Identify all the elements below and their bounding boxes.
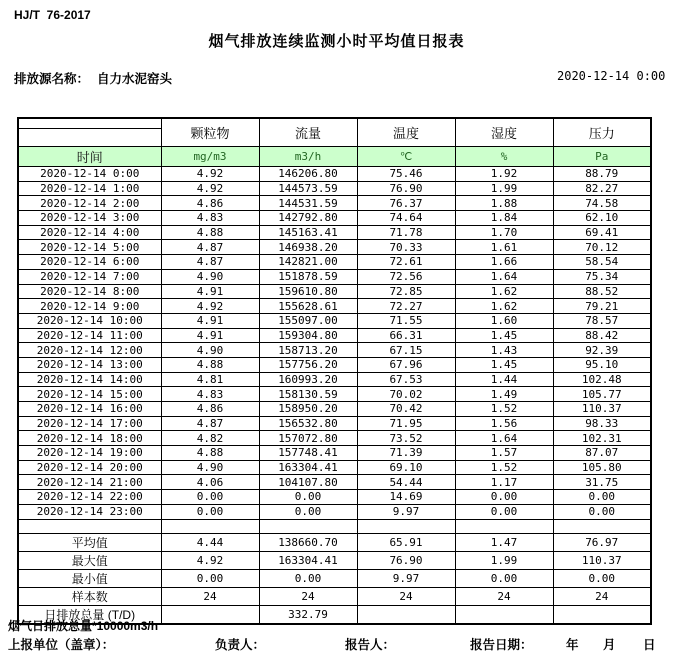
value-cell: 0.00	[161, 490, 259, 505]
value-cell: 70.42	[357, 402, 455, 417]
time-cell: 2020-12-14 17:00	[18, 416, 161, 431]
summary-value-cell	[357, 606, 455, 625]
value-cell: 4.90	[161, 343, 259, 358]
value-cell: 71.78	[357, 225, 455, 240]
table-header	[18, 118, 651, 167]
summary-value-cell	[161, 606, 259, 625]
value-cell: 70.12	[553, 240, 651, 255]
time-cell: 2020-12-14 13:00	[18, 357, 161, 372]
value-cell: 72.27	[357, 299, 455, 314]
value-cell: 160993.20	[259, 372, 357, 387]
value-cell: 88.42	[553, 328, 651, 343]
empty-cell	[18, 519, 161, 534]
summary-value-cell: 1.99	[455, 552, 553, 570]
empty-cell	[553, 519, 651, 534]
value-cell: 157748.41	[259, 446, 357, 461]
summary-label-cell: 平均值	[18, 534, 161, 552]
summary-value-cell: 76.90	[357, 552, 455, 570]
time-cell: 2020-12-14 3:00	[18, 211, 161, 226]
value-cell: 1.66	[455, 255, 553, 270]
value-cell: 158950.20	[259, 402, 357, 417]
time-cell: 2020-12-14 20:00	[18, 460, 161, 475]
summary-label-cell: 最小值	[18, 570, 161, 588]
value-cell: 4.87	[161, 240, 259, 255]
time-cell: 2020-12-14 7:00	[18, 269, 161, 284]
year-label: 年	[566, 638, 579, 652]
time-cell: 2020-12-14 22:00	[18, 490, 161, 505]
value-cell: 4.92	[161, 299, 259, 314]
time-cell: 2020-12-14 21:00	[18, 475, 161, 490]
value-cell: 4.86	[161, 402, 259, 417]
summary-value-cell: 65.91	[357, 534, 455, 552]
table-row	[18, 269, 651, 284]
value-cell: 62.10	[553, 211, 651, 226]
value-cell: 1.99	[455, 181, 553, 196]
time-column-header: 时间	[18, 147, 161, 167]
value-cell: 0.00	[161, 504, 259, 519]
value-cell: 0.00	[455, 504, 553, 519]
summary-value-cell: 163304.41	[259, 552, 357, 570]
summary-value-cell: 138660.70	[259, 534, 357, 552]
value-cell: 73.52	[357, 431, 455, 446]
value-cell: 72.56	[357, 269, 455, 284]
value-cell: 159304.80	[259, 328, 357, 343]
table-row	[18, 416, 651, 431]
value-cell: 1.44	[455, 372, 553, 387]
table-row	[18, 357, 651, 372]
summary-value-cell	[455, 606, 553, 625]
summary-value-cell: 76.97	[553, 534, 651, 552]
report-table	[17, 117, 652, 625]
value-cell: 1.64	[455, 431, 553, 446]
time-cell: 2020-12-14 6:00	[18, 255, 161, 270]
table-row	[18, 181, 651, 196]
table-row	[18, 402, 651, 417]
units-row	[18, 147, 651, 167]
summary-label-cell: 最大值	[18, 552, 161, 570]
value-cell: 1.17	[455, 475, 553, 490]
time-cell: 2020-12-14 23:00	[18, 504, 161, 519]
summary-value-cell: 0.00	[455, 570, 553, 588]
table-row	[18, 343, 651, 358]
column-header-pressure: 压力	[553, 118, 651, 147]
report-date-label: 报告日期：	[470, 638, 533, 652]
value-cell: 76.90	[357, 181, 455, 196]
summary-row	[18, 552, 651, 570]
unit-humidity: %	[455, 147, 553, 167]
value-cell: 158713.20	[259, 343, 357, 358]
value-cell: 155097.00	[259, 313, 357, 328]
time-cell: 2020-12-14 19:00	[18, 446, 161, 461]
value-cell: 0.00	[455, 490, 553, 505]
value-cell: 70.02	[357, 387, 455, 402]
time-cell: 2020-12-14 12:00	[18, 343, 161, 358]
summary-value-cell: 332.79	[259, 606, 357, 625]
value-cell: 146206.80	[259, 167, 357, 182]
summary-value-cell: 4.44	[161, 534, 259, 552]
value-cell: 67.53	[357, 372, 455, 387]
value-cell: 58.54	[553, 255, 651, 270]
value-cell: 1.61	[455, 240, 553, 255]
table-row	[18, 431, 651, 446]
table-row	[18, 240, 651, 255]
time-cell: 2020-12-14 8:00	[18, 284, 161, 299]
value-cell: 98.33	[553, 416, 651, 431]
column-header-humidity: 湿度	[455, 118, 553, 147]
standard-code: HJ/T 76-2017	[14, 8, 91, 22]
value-cell: 4.90	[161, 269, 259, 284]
value-cell: 4.88	[161, 357, 259, 372]
summary-value-cell: 9.97	[357, 570, 455, 588]
value-cell: 4.91	[161, 313, 259, 328]
value-cell: 4.83	[161, 387, 259, 402]
value-cell: 142792.80	[259, 211, 357, 226]
summary-value-cell: 24	[259, 588, 357, 606]
table-row	[18, 387, 651, 402]
value-cell: 14.69	[357, 490, 455, 505]
value-cell: 76.37	[357, 196, 455, 211]
summary-value-cell: 4.92	[161, 552, 259, 570]
time-cell: 2020-12-14 15:00	[18, 387, 161, 402]
summary-label-cell: 样本数	[18, 588, 161, 606]
data-rows	[18, 167, 651, 520]
value-cell: 9.97	[357, 504, 455, 519]
value-cell: 0.00	[553, 490, 651, 505]
value-cell: 75.34	[553, 269, 651, 284]
unit-pressure: Pa	[553, 147, 651, 167]
table-row	[18, 225, 651, 240]
value-cell: 66.31	[357, 328, 455, 343]
value-cell: 4.06	[161, 475, 259, 490]
time-cell: 2020-12-14 5:00	[18, 240, 161, 255]
source-label: 排放源名称：	[14, 72, 90, 86]
value-cell: 75.46	[357, 167, 455, 182]
value-cell: 1.45	[455, 357, 553, 372]
value-cell: 4.88	[161, 225, 259, 240]
reporter-label: 报告人：	[345, 638, 396, 652]
value-cell: 1.62	[455, 299, 553, 314]
value-cell: 156532.80	[259, 416, 357, 431]
value-cell: 71.39	[357, 446, 455, 461]
unit-flow: m3/h	[259, 147, 357, 167]
time-cell: 2020-12-14 10:00	[18, 313, 161, 328]
page-title: 烟气排放连续监测小时平均值日报表	[208, 33, 465, 50]
summary-value-cell: 24	[455, 588, 553, 606]
value-cell: 1.45	[455, 328, 553, 343]
value-cell: 0.00	[259, 490, 357, 505]
value-cell: 74.64	[357, 211, 455, 226]
value-cell: 159610.80	[259, 284, 357, 299]
empty-cell	[259, 519, 357, 534]
column-header-particulate: 颗粒物	[161, 118, 259, 147]
summary-value-cell: 24	[553, 588, 651, 606]
value-cell: 110.37	[553, 402, 651, 417]
value-cell: 146938.20	[259, 240, 357, 255]
value-cell: 163304.41	[259, 460, 357, 475]
value-cell: 0.00	[553, 504, 651, 519]
value-cell: 144531.59	[259, 196, 357, 211]
manager-label: 负责人：	[215, 638, 266, 652]
value-cell: 151878.59	[259, 269, 357, 284]
value-cell: 4.87	[161, 255, 259, 270]
summary-row	[18, 588, 651, 606]
value-cell: 79.21	[553, 299, 651, 314]
summary-value-cell: 0.00	[259, 570, 357, 588]
value-cell: 4.88	[161, 446, 259, 461]
time-cell: 2020-12-14 1:00	[18, 181, 161, 196]
summary-value-cell	[553, 606, 651, 625]
value-cell: 4.86	[161, 196, 259, 211]
value-cell: 71.95	[357, 416, 455, 431]
time-cell: 2020-12-14 2:00	[18, 196, 161, 211]
value-cell: 71.55	[357, 313, 455, 328]
empty-cell	[161, 519, 259, 534]
table-row	[18, 196, 651, 211]
value-cell: 1.88	[455, 196, 553, 211]
value-cell: 4.91	[161, 284, 259, 299]
value-cell: 4.91	[161, 328, 259, 343]
value-cell: 88.52	[553, 284, 651, 299]
value-cell: 1.64	[455, 269, 553, 284]
value-cell: 144573.59	[259, 181, 357, 196]
unit-particulate: mg/m3	[161, 147, 259, 167]
table-row	[18, 255, 651, 270]
value-cell: 1.52	[455, 402, 553, 417]
table-row	[18, 504, 651, 519]
time-cell: 2020-12-14 16:00	[18, 402, 161, 417]
table-row	[18, 490, 651, 505]
value-cell: 1.43	[455, 343, 553, 358]
unit-temperature: ℃	[357, 147, 455, 167]
report-datetime: 2020-12-14 0:00	[557, 69, 666, 83]
summary-value-cell: 1.47	[455, 534, 553, 552]
summary-row	[18, 570, 651, 588]
header-blank-cell	[18, 118, 161, 129]
value-cell: 1.60	[455, 313, 553, 328]
value-cell: 1.84	[455, 211, 553, 226]
value-cell: 67.96	[357, 357, 455, 372]
value-cell: 67.15	[357, 343, 455, 358]
table-row	[18, 446, 651, 461]
summary-value-cell: 0.00	[553, 570, 651, 588]
value-cell: 69.41	[553, 225, 651, 240]
value-cell: 0.00	[259, 504, 357, 519]
table-row	[18, 475, 651, 490]
table-row	[18, 299, 651, 314]
value-cell: 1.92	[455, 167, 553, 182]
table-row	[18, 284, 651, 299]
header-row-top	[18, 118, 651, 129]
value-cell: 31.75	[553, 475, 651, 490]
value-cell: 157756.20	[259, 357, 357, 372]
value-cell: 74.58	[553, 196, 651, 211]
value-cell: 105.77	[553, 387, 651, 402]
value-cell: 145163.41	[259, 225, 357, 240]
empty-cell	[455, 519, 553, 534]
source-name: 自力水泥窑头	[97, 72, 173, 86]
summary-value-cell: 24	[357, 588, 455, 606]
value-cell: 1.49	[455, 387, 553, 402]
summary-value-cell: 0.00	[161, 570, 259, 588]
time-cell: 2020-12-14 9:00	[18, 299, 161, 314]
value-cell: 4.87	[161, 416, 259, 431]
value-cell: 1.52	[455, 460, 553, 475]
value-cell: 102.31	[553, 431, 651, 446]
value-cell: 87.07	[553, 446, 651, 461]
value-cell: 4.81	[161, 372, 259, 387]
column-header-flow: 流量	[259, 118, 357, 147]
value-cell: 1.62	[455, 284, 553, 299]
separator-row	[18, 519, 651, 534]
value-cell: 1.57	[455, 446, 553, 461]
reporting-unit-label: 上报单位（盖章）：	[8, 638, 115, 652]
summary-label-cell: 日排放总量 (T/D)	[18, 606, 161, 625]
summary-row	[18, 534, 651, 552]
value-cell: 88.79	[553, 167, 651, 182]
summary-rows	[18, 519, 651, 624]
value-cell: 105.80	[553, 460, 651, 475]
time-cell: 2020-12-14 11:00	[18, 328, 161, 343]
value-cell: 1.56	[455, 416, 553, 431]
value-cell: 142821.00	[259, 255, 357, 270]
value-cell: 54.44	[357, 475, 455, 490]
value-cell: 95.10	[553, 357, 651, 372]
time-cell: 2020-12-14 14:00	[18, 372, 161, 387]
value-cell: 4.83	[161, 211, 259, 226]
table-row	[18, 313, 651, 328]
value-cell: 92.39	[553, 343, 651, 358]
value-cell: 4.90	[161, 460, 259, 475]
value-cell: 4.92	[161, 167, 259, 182]
value-cell: 102.48	[553, 372, 651, 387]
day-label: 日	[643, 638, 656, 652]
column-header-temperature: 温度	[357, 118, 455, 147]
empty-cell	[357, 519, 455, 534]
value-cell: 157072.80	[259, 431, 357, 446]
value-cell: 155628.61	[259, 299, 357, 314]
time-cell: 2020-12-14 0:00	[18, 167, 161, 182]
time-cell: 2020-12-14 4:00	[18, 225, 161, 240]
table-row	[18, 372, 651, 387]
summary-value-cell: 110.37	[553, 552, 651, 570]
value-cell: 72.61	[357, 255, 455, 270]
table-row	[18, 328, 651, 343]
value-cell: 4.82	[161, 431, 259, 446]
value-cell: 4.92	[161, 181, 259, 196]
header-blank-cell-2	[18, 129, 161, 147]
value-cell: 78.57	[553, 313, 651, 328]
footer-note: 烟气日排放总量*10000m3/h	[8, 619, 159, 633]
table-row	[18, 167, 651, 182]
value-cell: 70.33	[357, 240, 455, 255]
value-cell: 1.70	[455, 225, 553, 240]
table-row	[18, 460, 651, 475]
value-cell: 158130.59	[259, 387, 357, 402]
table-row	[18, 211, 651, 226]
value-cell: 82.27	[553, 181, 651, 196]
value-cell: 72.85	[357, 284, 455, 299]
time-cell: 2020-12-14 18:00	[18, 431, 161, 446]
summary-value-cell: 24	[161, 588, 259, 606]
month-label: 月	[603, 638, 616, 652]
value-cell: 69.10	[357, 460, 455, 475]
value-cell: 104107.80	[259, 475, 357, 490]
